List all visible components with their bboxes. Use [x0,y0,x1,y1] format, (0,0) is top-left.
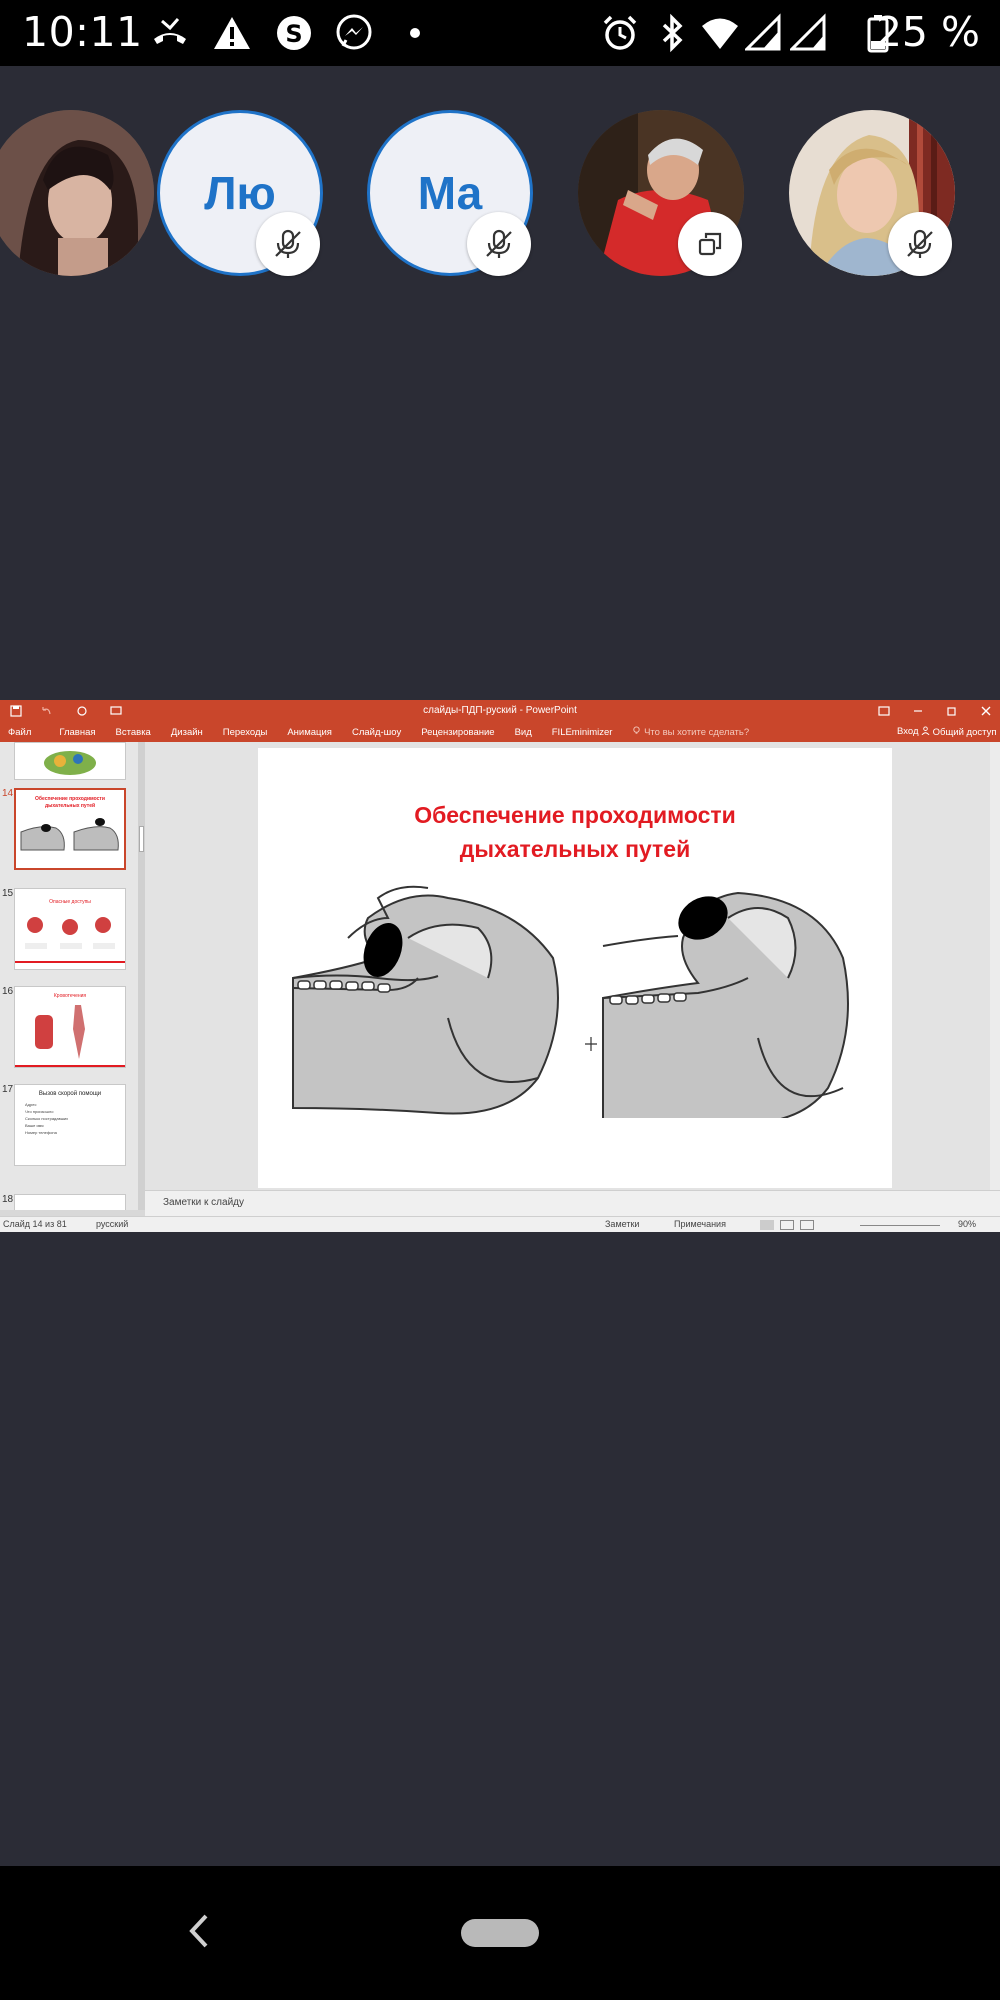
participant-photo [0,110,154,276]
signal-icon-2 [790,13,830,53]
mic-off-badge [888,212,952,276]
minimize-icon[interactable] [912,705,924,717]
messenger-icon [334,13,374,53]
slide-thumbnail-13[interactable] [14,742,126,780]
lightbulb-icon [632,726,641,735]
tab-slideshow[interactable]: Слайд-шоу [351,726,402,738]
airway-diagram [258,878,892,1118]
shared-screen-powerpoint[interactable] [0,700,1000,1232]
current-slide[interactable] [258,748,892,1188]
tab-insert[interactable]: Вставка [115,726,151,738]
thumbnail-title: Вызов скорой помощи [38,1091,102,1097]
home-pill-button[interactable] [461,1919,539,1947]
thumbnail-scrollbar[interactable] [138,742,145,1210]
thumbnail-illustration [15,743,125,779]
tab-view[interactable]: Вид [514,726,532,738]
slide-title-line-1: Обеспечение проходимости [414,802,736,828]
slide-title-line-2: дыхательных путей [459,836,691,862]
mic-off-icon [481,226,517,262]
language-indicator[interactable]: русский [96,1219,129,1229]
ppt-ribbon-tabs [0,722,1000,742]
move-cursor-icon [584,1036,598,1052]
mic-off-badge [467,212,531,276]
comments-toggle[interactable]: Примечания [674,1219,726,1229]
tab-design[interactable]: Дизайн [170,726,203,738]
slide-thumbnail-14-selected[interactable] [14,788,126,870]
battery-percent: 25 % [875,8,980,56]
zoom-slider[interactable] [860,1225,940,1226]
person-icon [921,726,930,735]
reading-view-icon[interactable] [800,1220,814,1230]
share-button[interactable] [921,726,996,738]
participant-initials: Лю [204,167,276,219]
tab-file[interactable]: Файл [8,726,32,738]
wifi-icon [700,13,740,53]
slide-title [258,798,892,866]
mic-off-icon [270,226,306,262]
scrollbar-thumb[interactable] [139,826,144,852]
ppt-status-bar [0,1216,1000,1232]
slide-thumbnail-17[interactable] [14,1084,126,1166]
slide-thumbnail-15[interactable] [14,888,126,970]
notes-placeholder: Заметки к слайду [163,1197,244,1208]
thumbnail-number: 14 [2,788,14,799]
thumbnail-title: Кровотечения [53,993,87,999]
thumbnail-title: Опасные доступы [49,899,91,905]
participant-initials: Ма [417,167,483,219]
tab-review[interactable]: Рецензирование [421,726,495,738]
thumbnail-title: Обеспечение проходимости дыхательных путей [35,796,105,809]
thumbnail-number: 18 [2,1194,14,1205]
share-label: Общий доступ [932,727,997,738]
signal-icon [745,13,785,53]
warning-icon [212,13,252,53]
thumbnail-bullet: Номер телефона [25,1130,57,1135]
switch-camera-badge[interactable] [678,212,742,276]
thumbnail-bullet: Сколько пострадавших [25,1116,69,1121]
back-icon[interactable] [180,1906,220,1956]
clock: 10:11 [22,8,143,56]
mic-off-icon [902,226,938,262]
status-bar [0,0,1000,66]
thumbnail-illustration [15,905,125,965]
tell-me-box[interactable] [632,726,749,738]
restore-icon[interactable] [946,705,958,717]
ribbon-options-icon[interactable] [878,705,890,717]
thumbnail-number: 16 [2,986,14,997]
signin-link[interactable]: Вход [897,726,919,737]
slide-thumbnails-pane[interactable] [0,742,145,1210]
slide-thumbnail-16[interactable] [14,986,126,1068]
dot-icon [400,13,440,53]
tell-me-text: Что вы хотите сделать? [644,727,750,738]
bluetooth-icon [652,13,692,53]
missed-call-icon [150,13,190,53]
normal-view-icon[interactable] [760,1220,774,1230]
thumbnail-number: 17 [2,1084,14,1095]
ppt-title-bar [0,700,1000,722]
thumbnail-bullet: Адрес [25,1102,37,1107]
thumbnail-bullet: Что произошло [25,1109,54,1114]
skype-icon [274,13,314,53]
thumbnail-number: 15 [2,888,14,899]
participant-avatar-1[interactable] [0,110,154,276]
slide-sorter-icon[interactable] [780,1220,794,1230]
slide-scrollbar[interactable] [990,742,1000,1190]
tab-home[interactable]: Главная [59,726,96,738]
notes-pane[interactable] [145,1190,1000,1216]
thumbnail-illustration [16,810,124,860]
alarm-icon [600,13,640,53]
tab-animations[interactable]: Анимация [287,726,332,738]
switch-view-icon [694,228,726,260]
thumbnail-bullet: Ваше имя [25,1123,44,1128]
slide-thumbnail-18[interactable] [14,1194,126,1210]
slide-counter: Слайд 14 из 81 [3,1219,67,1229]
thumbnail-illustration [15,999,125,1069]
close-icon[interactable] [980,705,992,717]
svg-text:S: S [285,20,303,48]
window-title: слайды-ПДП-руский - PowerPoint [423,705,577,716]
tab-fileminimizer[interactable]: FILEminimizer [551,726,613,738]
notes-toggle[interactable]: Заметки [605,1219,640,1229]
mic-off-badge [256,212,320,276]
tab-transitions[interactable]: Переходы [222,726,268,738]
zoom-level[interactable]: 90% [958,1219,977,1229]
